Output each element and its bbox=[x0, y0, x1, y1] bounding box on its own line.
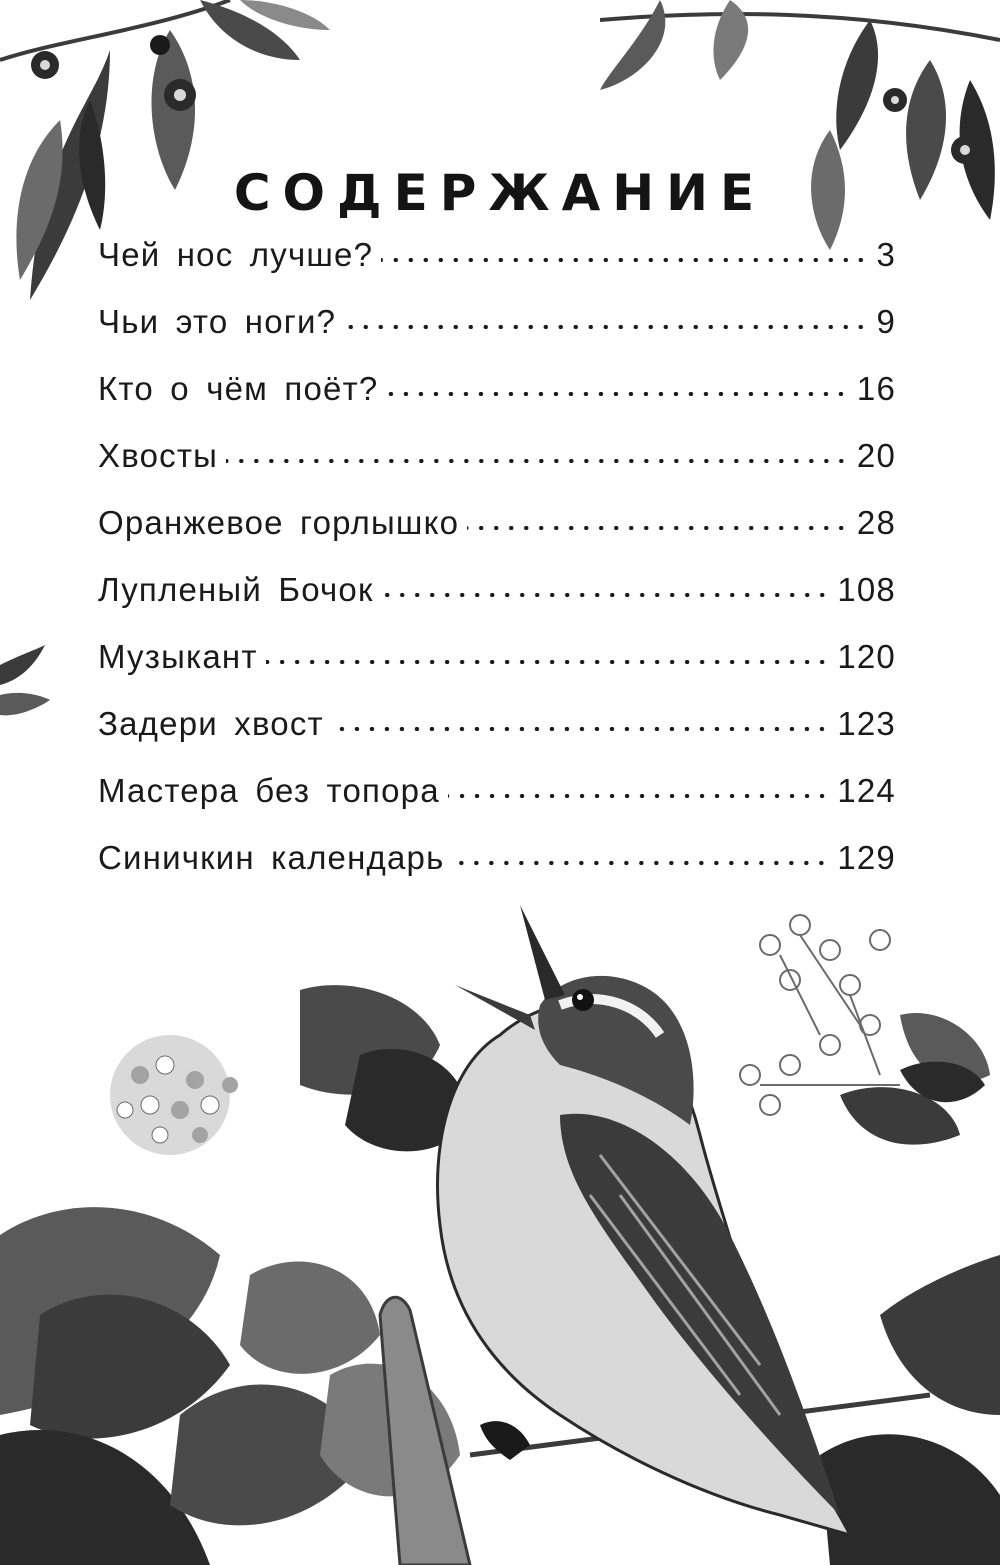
dot-leader bbox=[448, 794, 830, 798]
toc-entry[interactable] bbox=[98, 437, 896, 504]
toc-entry-title: Музыкант bbox=[98, 638, 258, 675]
toc-entry-title: Хвосты bbox=[98, 437, 219, 474]
dot-leader bbox=[452, 861, 829, 865]
dot-leader bbox=[386, 392, 848, 396]
branch bbox=[380, 1297, 470, 1565]
toc-entry-title: Кто о чём поёт? bbox=[98, 370, 379, 407]
dot-leader bbox=[381, 258, 868, 262]
contents-list bbox=[98, 236, 896, 906]
blossom-cluster-right bbox=[740, 915, 900, 1115]
dot-leader bbox=[226, 459, 849, 463]
page-title: СОДЕРЖАНИЕ bbox=[233, 163, 767, 222]
toc-entry-page: 9 bbox=[876, 303, 896, 340]
toc-entry[interactable] bbox=[98, 370, 896, 437]
toc-entry[interactable] bbox=[98, 303, 896, 370]
dot-leader bbox=[467, 526, 849, 530]
leaf bbox=[880, 1255, 1000, 1415]
toc-entry-page: 129 bbox=[837, 839, 896, 876]
bird-beak bbox=[520, 905, 565, 1000]
toc-entry-title: Оранжевое горлышко bbox=[98, 504, 460, 541]
toc-entry-title: Синичкин календарь bbox=[98, 839, 445, 876]
toc-entry-page: 3 bbox=[876, 236, 896, 273]
dot-leader bbox=[332, 727, 829, 731]
toc-entry-title: Мастера без топора bbox=[98, 772, 440, 809]
toc-entry-page: 120 bbox=[837, 638, 896, 675]
toc-entry-title: Чьи это ноги? bbox=[98, 303, 337, 340]
toc-entry-page: 123 bbox=[837, 705, 896, 742]
toc-entry-page: 28 bbox=[856, 504, 896, 541]
leaf bbox=[820, 1434, 1000, 1565]
toc-entry-title: Лупленый Бочок bbox=[98, 571, 374, 608]
toc-entry-page: 20 bbox=[856, 437, 896, 474]
bird-on-branch-illustration bbox=[0, 895, 1000, 1565]
toc-entry-title: Чей нос лучше? bbox=[98, 236, 374, 273]
dot-leader bbox=[382, 593, 830, 597]
toc-entry-title: Задери хвост bbox=[98, 705, 324, 742]
toc-entry[interactable] bbox=[98, 772, 896, 839]
toc-entry-page: 16 bbox=[856, 370, 896, 407]
dot-leader bbox=[344, 325, 868, 329]
toc-entry[interactable] bbox=[98, 705, 896, 772]
dot-leader bbox=[266, 660, 830, 664]
blossom-cluster-left bbox=[110, 1035, 238, 1155]
bird-eye bbox=[572, 989, 594, 1011]
toc-entry[interactable] bbox=[98, 504, 896, 571]
toc-entry-page: 108 bbox=[837, 571, 896, 608]
leaf bbox=[240, 1262, 380, 1374]
toc-entry[interactable] bbox=[98, 571, 896, 638]
left-edge-leaf-illustration bbox=[0, 645, 50, 725]
toc-entry-page: 124 bbox=[837, 772, 896, 809]
toc-entry[interactable] bbox=[98, 236, 896, 303]
toc-entry[interactable] bbox=[98, 638, 896, 705]
